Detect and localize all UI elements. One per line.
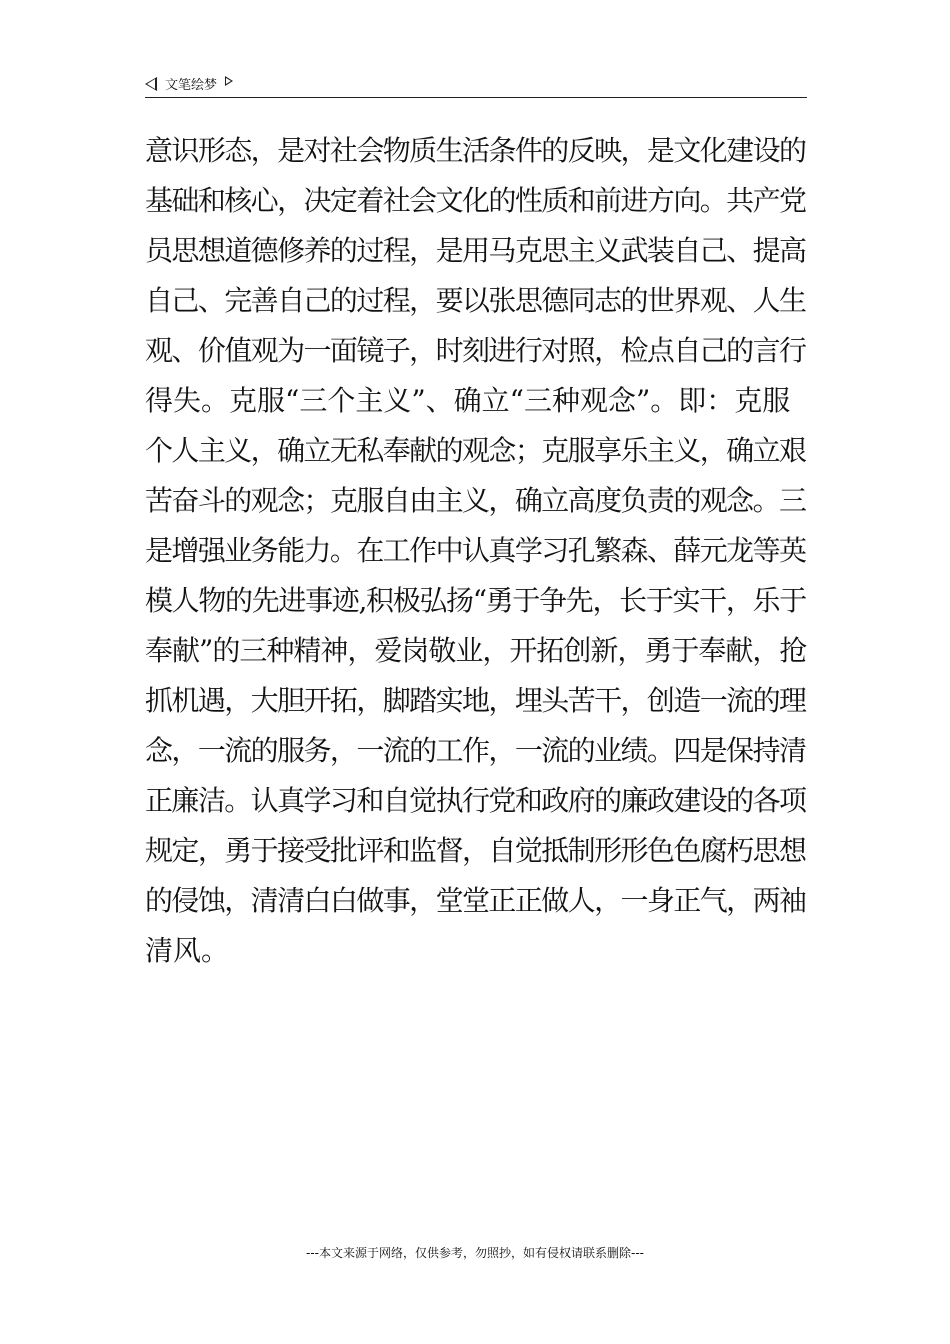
body-line: 个人主义，确立无私奉献的观念；克服享乐主义，确立艰 [145,434,806,467]
body-line: 念，一流的服务，一流的工作，一流的业绩。四是保持清 [145,734,806,767]
body-line: 清风。 [145,934,230,967]
body-line: 苦奋斗的观念；克服自由主义，确立高度负责的观念。三 [145,484,806,517]
triangle-right-outline-icon [225,76,233,86]
page-header [145,72,807,98]
document-body [145,126,807,976]
body-line: 的侵蚀，清清白白做事，堂堂正正做人，一身正气，两袖 [145,884,806,917]
body-line: 得失。克服“三个主义”、确立“三种观念”。即：克服 [145,384,791,417]
body-line: 意识形态，是对社会物质生活条件的反映，是文化建设的 [145,134,806,167]
body-line: 正廉洁。认真学习和自觉执行党和政府的廉政建设的各项 [145,784,806,817]
body-line: 规定，勇于接受批评和监督，自觉抵制形形色色腐朽思想 [145,834,806,867]
page-footer: ---本文来源于网络，仅供参考，勿照抄，如有侵权请联系删除--- [306,1246,644,1260]
body-line: 基础和核心，决定着社会文化的性质和前进方向。共产党 [145,184,806,217]
triangle-left-outline-icon [145,77,157,91]
header-title: 文笔绘梦 [165,78,218,93]
body-line: 模人物的先进事迹,积极弘扬“勇于争先，长于实干，乐于 [145,584,806,617]
body-line: 奉献”的三种精神，爱岗敬业，开拓创新，勇于奉献，抢 [145,634,807,667]
body-line: 自己、完善自己的过程，要以张思德同志的世界观、人生 [145,284,806,317]
header-title-group [145,74,233,93]
body-line: 抓机遇，大胆开拓，脚踏实地，埋头苦干，创造一流的理 [145,684,806,717]
body-line: 员思想道德修养的过程，是用马克思主义武装自己、提高 [145,234,806,267]
body-line: 观、价值观为一面镜子，时刻进行对照，检点自己的言行 [145,334,806,367]
body-line: 是增强业务能力。在工作中认真学习孔繁森、薛元龙等英 [145,534,806,567]
